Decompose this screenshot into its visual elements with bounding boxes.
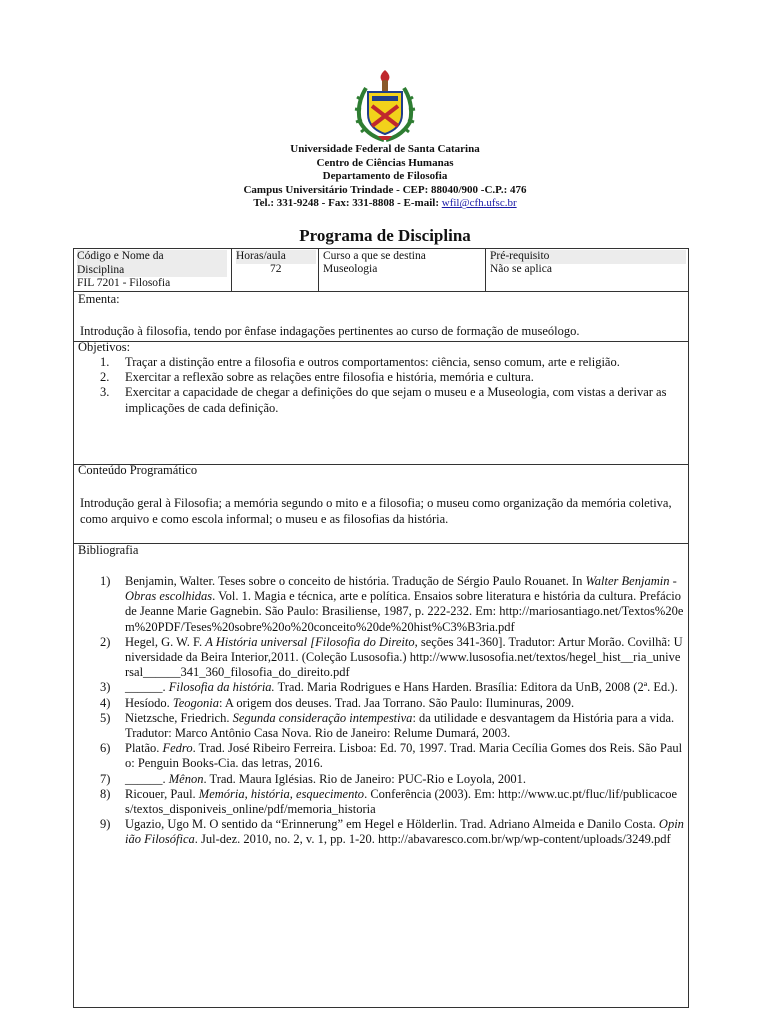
bibliography-text: Hegel, G. W. F. (125, 634, 206, 649)
target-course-header: Curso a que se destina (323, 250, 426, 262)
objetivo-number: 3. (100, 385, 110, 400)
contact-line (0, 197, 770, 211)
institution-header (0, 143, 770, 211)
prerequisite-value: Não se aplica (490, 263, 552, 275)
bibliografia-list (78, 574, 684, 848)
target-course-value: Museologia (323, 263, 378, 275)
objetivo-text: Exercitar a reflexão sobre as relações entre filosofia e história, memória e cultura. (125, 370, 534, 385)
bibliography-number: 7) (100, 771, 111, 786)
bibliography-number: 6) (100, 741, 111, 756)
campus-address: Campus Universitário Trindade - CEP: 88040/900 -C.P.: 476 (243, 183, 527, 196)
bibliografia-label: Bibliografia (78, 543, 139, 557)
objetivos-label: Objetivos: (78, 340, 131, 354)
bibliography-text: . Trad. Maura Iglésias. Rio de Janeiro: PUC-Rio e Loyola, 2001. (203, 771, 527, 786)
objetivo-item (78, 370, 682, 385)
bibliography-number: 4) (100, 695, 111, 710)
bibliography-text: ______. (125, 771, 169, 786)
bibliography-title: Filosofia da história. (168, 680, 275, 695)
bibliography-title: A História universal [Filosofia do Direito (205, 634, 415, 649)
bibliography-number: 1) (100, 574, 111, 588)
course-program-table (73, 248, 689, 1008)
department-name: Departamento de Filosofia (322, 170, 448, 183)
objetivo-item (78, 385, 682, 415)
bibliography-text: Benjamin, Walter. Teses sobre o conceito de história. Tradução de Sérgio Paulo Rouanet. In (125, 574, 586, 588)
objetivo-number: 2. (100, 370, 110, 385)
bibliography-entry (78, 772, 684, 787)
course-code-value: FIL 7201 - Filosofia (77, 277, 171, 289)
bibliography-number: 9) (100, 817, 111, 832)
bibliography-text: Ricouer, Paul. (125, 786, 199, 801)
bibliography-title: Teogonia (172, 695, 219, 710)
bibliography-title: Fedro (162, 741, 193, 756)
ementa-label: Ementa: (78, 292, 120, 306)
bibliography-text: Nietzsche, Friedrich. (125, 710, 233, 725)
course-code-header (77, 250, 227, 277)
objetivos-list (78, 355, 682, 416)
bibliography-text: . Jul-dez. 2010, no. 2, v. 1, pp. 1-20. http://abavaresco.com.br/wp/wp-content/uploads/3249.pdf (194, 832, 671, 847)
objetivo-number: 1. (100, 355, 110, 369)
bibliography-entry (78, 817, 684, 847)
bibliography-number: 3) (100, 680, 111, 695)
objetivo-item (78, 355, 682, 370)
bibliography-entry (78, 680, 684, 695)
course-code-header-line2: Disciplina (77, 263, 125, 276)
bibliography-text: : A origem dos deuses. Trad. Jaa Torrano. São Paulo: Iluminuras, 2009. (219, 695, 575, 710)
conteudo-text: Introdução geral à Filosofia; a memória segundo o mito e a filosofia; o museu como organização da memória coletiva, como arquivo e como escola informal; o museu e as filosofias da história. (80, 496, 672, 526)
bibliography-title: Walter Benjamin - Obras escolhidas (125, 574, 677, 604)
bibliography-title: Memória, história, esquecimento (198, 786, 365, 801)
course-code-header-line1: Código e Nome da (77, 250, 164, 262)
bibliography-text: . Vol. 1. Magia e técnica, arte e política. Ensaios sobre literatura e história da cultura. Prefácio de Jeanne Marie Gagnebin. São Paulo: Brasiliense, 1987, p. 222-232. Em: http://mariosantiago.net/Textos%20em%20PDF/Teses%20sobre%20o%20conceito%20de%20hist%C3%B3ria.pdf (125, 589, 684, 634)
bibliography-entry (78, 741, 684, 771)
bibliography-entry (78, 696, 684, 711)
hours-header: Horas/aula (236, 250, 316, 264)
bibliography-text: : da utilidade e desvantagem da História para a vida. Tradutor: Marco Antônio Casa Nova. Rio de Janeiro: Relume Dumará, 2003. (125, 710, 675, 741)
bibliography-text: . Conferência (2003). Em: http://www.uc.pt/fluc/lif/publicacoes/textos_disponiveis_online/pdf/memoria_historia (125, 786, 678, 817)
bibliography-text: Trad. Maria Rodrigues e Hans Harden. Brasília: Editora da UnB, 2008 (2ª. Ed.). (274, 680, 678, 695)
email-link[interactable]: wfil@cfh.ufsc.br (441, 197, 517, 210)
bibliography-text: , seções 341-360]. Tradutor: Artur Morão. Covilhã: Universidade da Beira Interior,2011. (Coleção Lusosofia.) http://www.lusosofia.net/textos/hegel_hist__ria_universal______341_360_filosofia_do_direito.pdf (125, 634, 683, 680)
bibliography-text: Ugazio, Ugo M. O sentido da “Erinnerung” em Hegel e Hölderlin. Trad. Adriano Almeida e Danilo Costa. (125, 817, 659, 832)
bibliography-text: . Trad. José Ribeiro Ferreira. Lisboa: Ed. 70, 1997. Trad. Maria Cecília Gomes dos Reis. São Paulo: Penguin Books-Cia. das letras, 2016. (125, 741, 683, 771)
bibliography-entry (78, 574, 684, 635)
center-name: Centro de Ciências Humanas (316, 156, 454, 169)
objetivo-text: Traçar a distinção entre a filosofia e outros comportamentos: ciência, senso comum, arte e religião. (125, 355, 620, 369)
page-title: Programa de Disciplina (299, 226, 471, 245)
university-name: Universidade Federal de Santa Catarina (290, 143, 480, 155)
objetivo-text: Exercitar a capacidade de chegar a definições do que sejam o museu e a Museologia, com vistas a derivar as implicações de cada definição. (125, 385, 667, 415)
bibliography-text: Platão. (125, 741, 163, 756)
prerequisite-header: Pré-requisito (490, 250, 686, 264)
bibliography-entry (78, 787, 684, 817)
conteudo-label: Conteúdo Programático (78, 463, 198, 477)
bibliography-text: ______. (125, 680, 169, 695)
hours-value: 72 (270, 263, 282, 275)
contact-phones: Tel.: 331-9248 - Fax: 331-8808 - E-mail: (253, 197, 442, 210)
bibliography-entry (78, 711, 684, 741)
university-seal-logo (352, 70, 418, 142)
bibliography-entry (78, 635, 684, 681)
bibliography-text: Hesíodo. (125, 695, 173, 710)
bibliography-title: Mênon (168, 771, 204, 786)
bibliography-title: Opinião Filosófica (125, 817, 684, 847)
bibliography-number: 5) (100, 710, 111, 725)
bibliography-title: Segunda consideração intempestiva (232, 710, 413, 725)
ementa-text: Introdução à filosofia, tendo por ênfase indagações pertinentes ao curso de formação de museólogo. (80, 324, 580, 338)
bibliography-number: 2) (100, 634, 111, 649)
bibliography-number: 8) (100, 786, 111, 801)
